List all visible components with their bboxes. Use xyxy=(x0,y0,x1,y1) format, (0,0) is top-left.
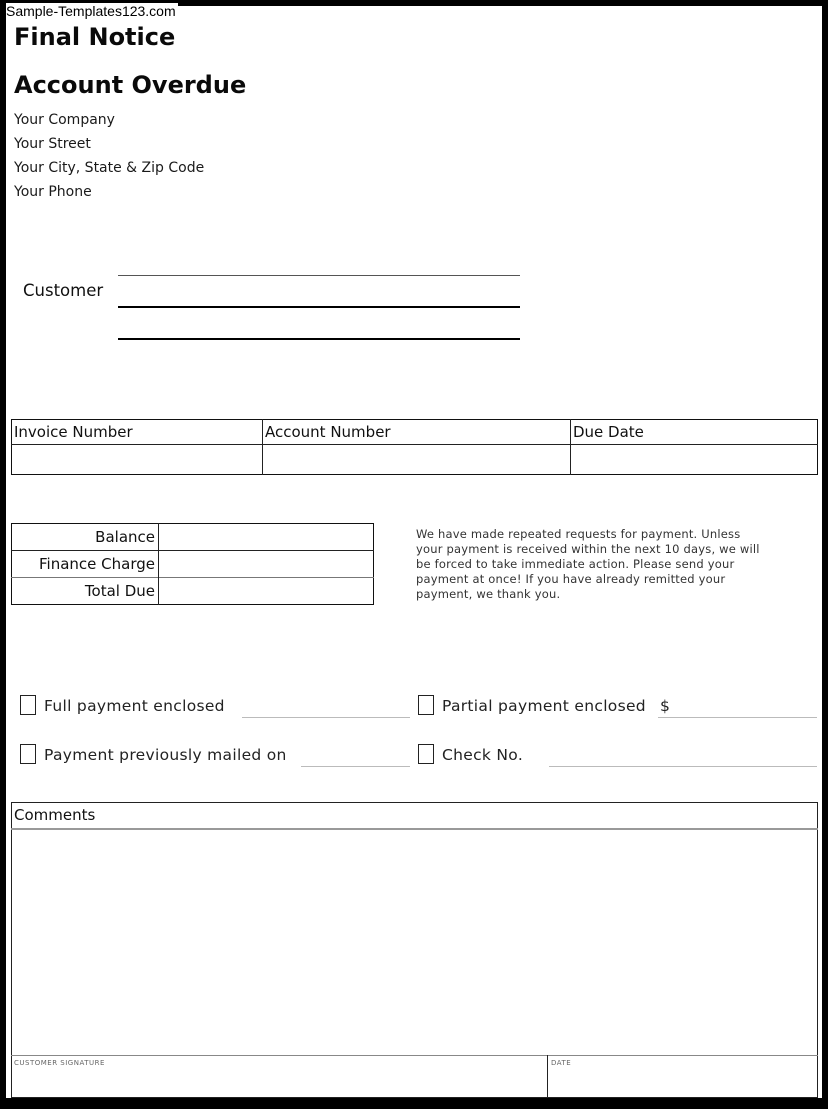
customer-line-2[interactable] xyxy=(118,306,520,308)
column-divider xyxy=(570,419,571,475)
watermark: Sample-Templates123.com xyxy=(6,3,176,19)
customer-line-1[interactable] xyxy=(118,275,520,276)
due-date-field[interactable] xyxy=(573,450,813,470)
partial-payment-amount-line[interactable] xyxy=(658,717,817,718)
customer-line-3[interactable] xyxy=(118,338,520,340)
balance-label: Balance xyxy=(95,528,155,546)
row-divider xyxy=(11,577,374,578)
mailed-date-line[interactable] xyxy=(301,766,410,767)
due-date-header: Due Date xyxy=(573,423,644,441)
partial-payment-label: Partial payment enclosed xyxy=(442,697,646,715)
comments-header: Comments xyxy=(14,806,96,824)
comments-field[interactable] xyxy=(13,831,815,1053)
date-label: DATE xyxy=(551,1059,572,1067)
sender-street: Your Street xyxy=(14,136,91,152)
previously-mailed-checkbox[interactable] xyxy=(20,744,36,764)
notice-title: Final Notice xyxy=(14,23,176,51)
notice-line: We have made repeated requests for payment. Unless xyxy=(416,527,741,541)
notice-line: payment at once! If you have already remitted your xyxy=(416,572,726,586)
signature-date-divider xyxy=(547,1055,548,1097)
check-number-checkbox[interactable] xyxy=(418,744,434,764)
notice-line: your payment is received within the next 10 days, we will xyxy=(416,542,760,556)
sender-city-state-zip: Your City, State & Zip Code xyxy=(14,160,205,176)
balance-field[interactable] xyxy=(162,527,368,547)
total-due-label: Total Due xyxy=(84,582,155,600)
account-number-field[interactable] xyxy=(265,450,565,470)
finance-charge-field[interactable] xyxy=(162,554,368,574)
notice-line: be forced to take immediate action. Please send your xyxy=(416,557,735,571)
finance-charge-label: Finance Charge xyxy=(39,555,155,573)
account-number-header: Account Number xyxy=(265,423,391,441)
customer-signature-field[interactable] xyxy=(13,1070,543,1096)
overdue-notice-text xyxy=(416,527,796,602)
date-field[interactable] xyxy=(551,1070,813,1096)
signature-row-divider xyxy=(11,1055,818,1056)
previously-mailed-label: Payment previously mailed on xyxy=(44,746,287,764)
customer-signature-label: CUSTOMER SIGNATURE xyxy=(14,1059,105,1067)
sender-phone: Your Phone xyxy=(14,184,92,200)
notice-subtitle: Account Overdue xyxy=(14,71,247,99)
total-due-field[interactable] xyxy=(162,581,368,601)
notice-line: payment, we thank you. xyxy=(416,587,561,601)
partial-payment-checkbox[interactable] xyxy=(418,695,434,715)
invoice-number-header: Invoice Number xyxy=(14,423,133,441)
currency-symbol: $ xyxy=(660,697,671,715)
full-payment-label: Full payment enclosed xyxy=(44,697,225,715)
full-payment-amount-line[interactable] xyxy=(242,717,410,718)
sender-company: Your Company xyxy=(14,112,115,128)
invoice-number-field[interactable] xyxy=(14,450,258,470)
row-divider xyxy=(11,550,374,551)
table-header-divider xyxy=(11,444,818,445)
check-number-label: Check No. xyxy=(442,746,524,764)
customer-label: Customer xyxy=(23,281,104,300)
full-payment-checkbox[interactable] xyxy=(20,695,36,715)
comments-header-divider xyxy=(11,828,818,830)
column-divider xyxy=(262,419,263,475)
check-number-line[interactable] xyxy=(549,766,817,767)
column-divider xyxy=(158,523,159,605)
